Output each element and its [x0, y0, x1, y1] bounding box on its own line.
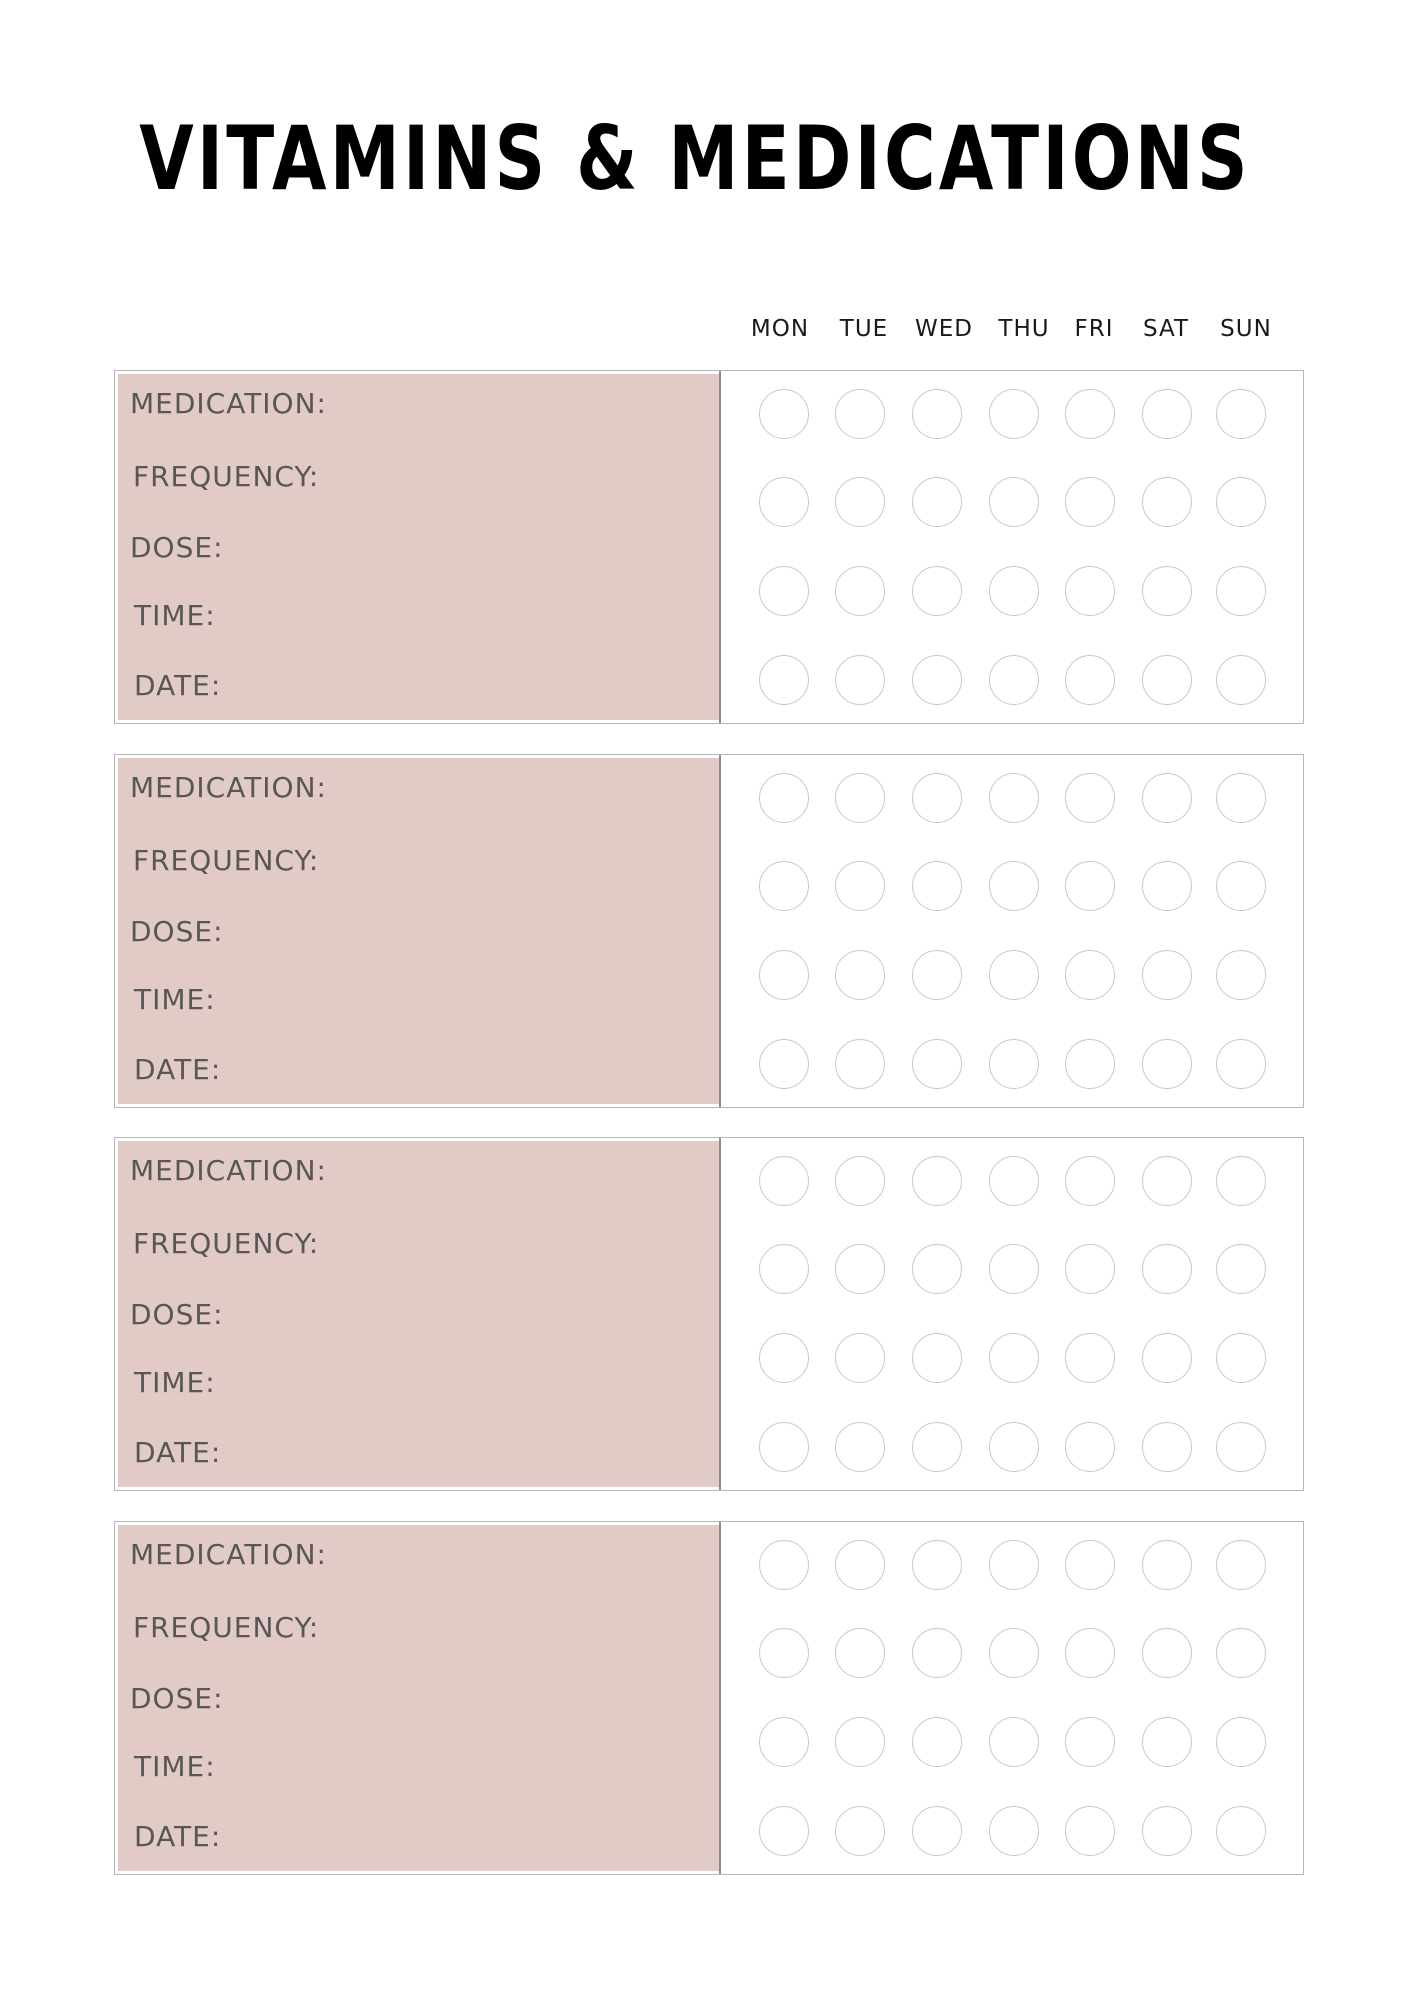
check-circle-tue[interactable]	[835, 655, 885, 705]
check-circle-fri[interactable]	[1065, 1540, 1115, 1590]
dose-label: DOSE:	[130, 531, 224, 564]
check-circle-thu[interactable]	[989, 1039, 1039, 1089]
check-circle-mon[interactable]	[759, 1540, 809, 1590]
check-circle-mon[interactable]	[759, 1156, 809, 1206]
check-circle-wed[interactable]	[912, 1717, 962, 1767]
check-circle-wed[interactable]	[912, 950, 962, 1000]
day-label-mon: MON	[750, 316, 810, 342]
check-circle-wed[interactable]	[912, 477, 962, 527]
check-circle-fri[interactable]	[1065, 477, 1115, 527]
check-circle-sun[interactable]	[1216, 566, 1266, 616]
check-circle-fri[interactable]	[1065, 950, 1115, 1000]
check-circle-sun[interactable]	[1216, 861, 1266, 911]
check-circle-wed[interactable]	[912, 1540, 962, 1590]
check-circle-sat[interactable]	[1142, 389, 1192, 439]
check-circle-thu[interactable]	[989, 1540, 1039, 1590]
check-circle-thu[interactable]	[989, 950, 1039, 1000]
check-circle-thu[interactable]	[989, 773, 1039, 823]
day-label-thu: THU	[998, 316, 1050, 342]
medication-block	[114, 754, 1304, 1108]
check-circle-fri[interactable]	[1065, 1156, 1115, 1206]
check-circle-tue[interactable]	[835, 1333, 885, 1383]
page-title: VITAMINS & MEDICATIONS	[139, 107, 1251, 210]
time-label: TIME:	[134, 1366, 216, 1399]
check-circle-tue[interactable]	[835, 1039, 885, 1089]
check-circle-mon[interactable]	[759, 861, 809, 911]
medication-block	[114, 1137, 1304, 1491]
time-label: TIME:	[134, 599, 216, 632]
check-circle-mon[interactable]	[759, 1422, 809, 1472]
day-label-sun: SUN	[1220, 316, 1272, 342]
check-circle-mon[interactable]	[759, 1628, 809, 1678]
check-circle-sat[interactable]	[1142, 1244, 1192, 1294]
day-label-tue: TUE	[839, 316, 889, 342]
check-circle-tue[interactable]	[835, 861, 885, 911]
checkbox-grid	[115, 1138, 1305, 1492]
frequency-label: FREQUENCY:	[133, 460, 320, 493]
check-circle-wed[interactable]	[912, 1156, 962, 1206]
check-circle-wed[interactable]	[912, 389, 962, 439]
check-circle-fri[interactable]	[1065, 773, 1115, 823]
check-circle-mon[interactable]	[759, 1717, 809, 1767]
check-circle-sun[interactable]	[1216, 1540, 1266, 1590]
checkbox-grid	[115, 371, 1305, 725]
checkbox-grid	[115, 1522, 1305, 1876]
check-circle-mon[interactable]	[759, 1039, 809, 1089]
check-circle-sat[interactable]	[1142, 861, 1192, 911]
check-circle-sun[interactable]	[1216, 1156, 1266, 1206]
check-circle-tue[interactable]	[835, 1244, 885, 1294]
check-circle-wed[interactable]	[912, 861, 962, 911]
check-circle-sat[interactable]	[1142, 1540, 1192, 1590]
check-circle-thu[interactable]	[989, 1422, 1039, 1472]
check-circle-mon[interactable]	[759, 950, 809, 1000]
check-circle-sun[interactable]	[1216, 950, 1266, 1000]
check-circle-sat[interactable]	[1142, 477, 1192, 527]
date-label: DATE:	[134, 669, 222, 702]
check-circle-mon[interactable]	[759, 566, 809, 616]
check-circle-sun[interactable]	[1216, 1333, 1266, 1383]
check-circle-fri[interactable]	[1065, 861, 1115, 911]
check-circle-sat[interactable]	[1142, 1806, 1192, 1856]
check-circle-thu[interactable]	[989, 1628, 1039, 1678]
check-circle-mon[interactable]	[759, 389, 809, 439]
check-circle-fri[interactable]	[1065, 1422, 1115, 1472]
check-circle-tue[interactable]	[835, 477, 885, 527]
check-circle-sun[interactable]	[1216, 1806, 1266, 1856]
check-circle-sun[interactable]	[1216, 773, 1266, 823]
check-circle-fri[interactable]	[1065, 566, 1115, 616]
check-circle-fri[interactable]	[1065, 1628, 1115, 1678]
check-circle-tue[interactable]	[835, 1806, 885, 1856]
check-circle-sun[interactable]	[1216, 1039, 1266, 1089]
check-circle-sat[interactable]	[1142, 1333, 1192, 1383]
check-circle-thu[interactable]	[989, 861, 1039, 911]
dose-label: DOSE:	[130, 915, 224, 948]
check-circle-fri[interactable]	[1065, 1244, 1115, 1294]
check-circle-tue[interactable]	[835, 1540, 885, 1590]
check-circle-sat[interactable]	[1142, 1156, 1192, 1206]
check-circle-sun[interactable]	[1216, 389, 1266, 439]
date-label: DATE:	[134, 1436, 222, 1469]
check-circle-fri[interactable]	[1065, 1039, 1115, 1089]
time-label: TIME:	[134, 1750, 216, 1783]
day-label-fri: FRI	[1074, 316, 1114, 342]
frequency-label: FREQUENCY:	[133, 844, 320, 877]
check-circle-mon[interactable]	[759, 477, 809, 527]
check-circle-thu[interactable]	[989, 1156, 1039, 1206]
check-circle-sat[interactable]	[1142, 1422, 1192, 1472]
check-circle-wed[interactable]	[912, 655, 962, 705]
check-circle-thu[interactable]	[989, 1333, 1039, 1383]
check-circle-sat[interactable]	[1142, 1628, 1192, 1678]
medication-label: MEDICATION:	[130, 1538, 327, 1571]
check-circle-sun[interactable]	[1216, 1422, 1266, 1472]
date-label: DATE:	[134, 1053, 222, 1086]
check-circle-mon[interactable]	[759, 1244, 809, 1294]
check-circle-tue[interactable]	[835, 389, 885, 439]
check-circle-sat[interactable]	[1142, 950, 1192, 1000]
check-circle-wed[interactable]	[912, 773, 962, 823]
check-circle-sat[interactable]	[1142, 1039, 1192, 1089]
check-circle-wed[interactable]	[912, 1244, 962, 1294]
check-circle-sat[interactable]	[1142, 773, 1192, 823]
check-circle-sat[interactable]	[1142, 655, 1192, 705]
medication-label: MEDICATION:	[130, 1154, 327, 1187]
check-circle-tue[interactable]	[835, 1422, 885, 1472]
check-circle-sun[interactable]	[1216, 477, 1266, 527]
check-circle-fri[interactable]	[1065, 389, 1115, 439]
check-circle-thu[interactable]	[989, 1806, 1039, 1856]
check-circle-thu[interactable]	[989, 655, 1039, 705]
dose-label: DOSE:	[130, 1682, 224, 1715]
check-circle-sun[interactable]	[1216, 1628, 1266, 1678]
check-circle-tue[interactable]	[835, 566, 885, 616]
date-label: DATE:	[134, 1820, 222, 1853]
check-circle-mon[interactable]	[759, 655, 809, 705]
check-circle-tue[interactable]	[835, 1628, 885, 1678]
check-circle-wed[interactable]	[912, 566, 962, 616]
check-circle-mon[interactable]	[759, 773, 809, 823]
check-circle-mon[interactable]	[759, 1806, 809, 1856]
medication-block	[114, 370, 1304, 724]
check-circle-fri[interactable]	[1065, 655, 1115, 705]
frequency-label: FREQUENCY:	[133, 1611, 320, 1644]
dose-label: DOSE:	[130, 1298, 224, 1331]
check-circle-tue[interactable]	[835, 773, 885, 823]
frequency-label: FREQUENCY:	[133, 1227, 320, 1260]
check-circle-wed[interactable]	[912, 1333, 962, 1383]
check-circle-mon[interactable]	[759, 1333, 809, 1383]
day-label-wed: WED	[915, 316, 973, 342]
check-circle-sun[interactable]	[1216, 1717, 1266, 1767]
check-circle-wed[interactable]	[912, 1422, 962, 1472]
check-circle-thu[interactable]	[989, 477, 1039, 527]
check-circle-tue[interactable]	[835, 950, 885, 1000]
checkbox-grid	[115, 755, 1305, 1109]
medication-block	[114, 1521, 1304, 1875]
check-circle-fri[interactable]	[1065, 1806, 1115, 1856]
check-circle-sat[interactable]	[1142, 1717, 1192, 1767]
check-circle-thu[interactable]	[989, 389, 1039, 439]
time-label: TIME:	[134, 983, 216, 1016]
check-circle-tue[interactable]	[835, 1717, 885, 1767]
check-circle-thu[interactable]	[989, 1244, 1039, 1294]
day-label-sat: SAT	[1142, 316, 1190, 342]
medication-label: MEDICATION:	[130, 771, 327, 804]
check-circle-thu[interactable]	[989, 566, 1039, 616]
check-circle-fri[interactable]	[1065, 1717, 1115, 1767]
check-circle-sun[interactable]	[1216, 655, 1266, 705]
medication-label: MEDICATION:	[130, 387, 327, 420]
check-circle-thu[interactable]	[989, 1717, 1039, 1767]
weekday-header	[0, 312, 1414, 346]
check-circle-tue[interactable]	[835, 1156, 885, 1206]
check-circle-sat[interactable]	[1142, 566, 1192, 616]
check-circle-sun[interactable]	[1216, 1244, 1266, 1294]
check-circle-wed[interactable]	[912, 1039, 962, 1089]
check-circle-wed[interactable]	[912, 1628, 962, 1678]
check-circle-wed[interactable]	[912, 1806, 962, 1856]
check-circle-fri[interactable]	[1065, 1333, 1115, 1383]
